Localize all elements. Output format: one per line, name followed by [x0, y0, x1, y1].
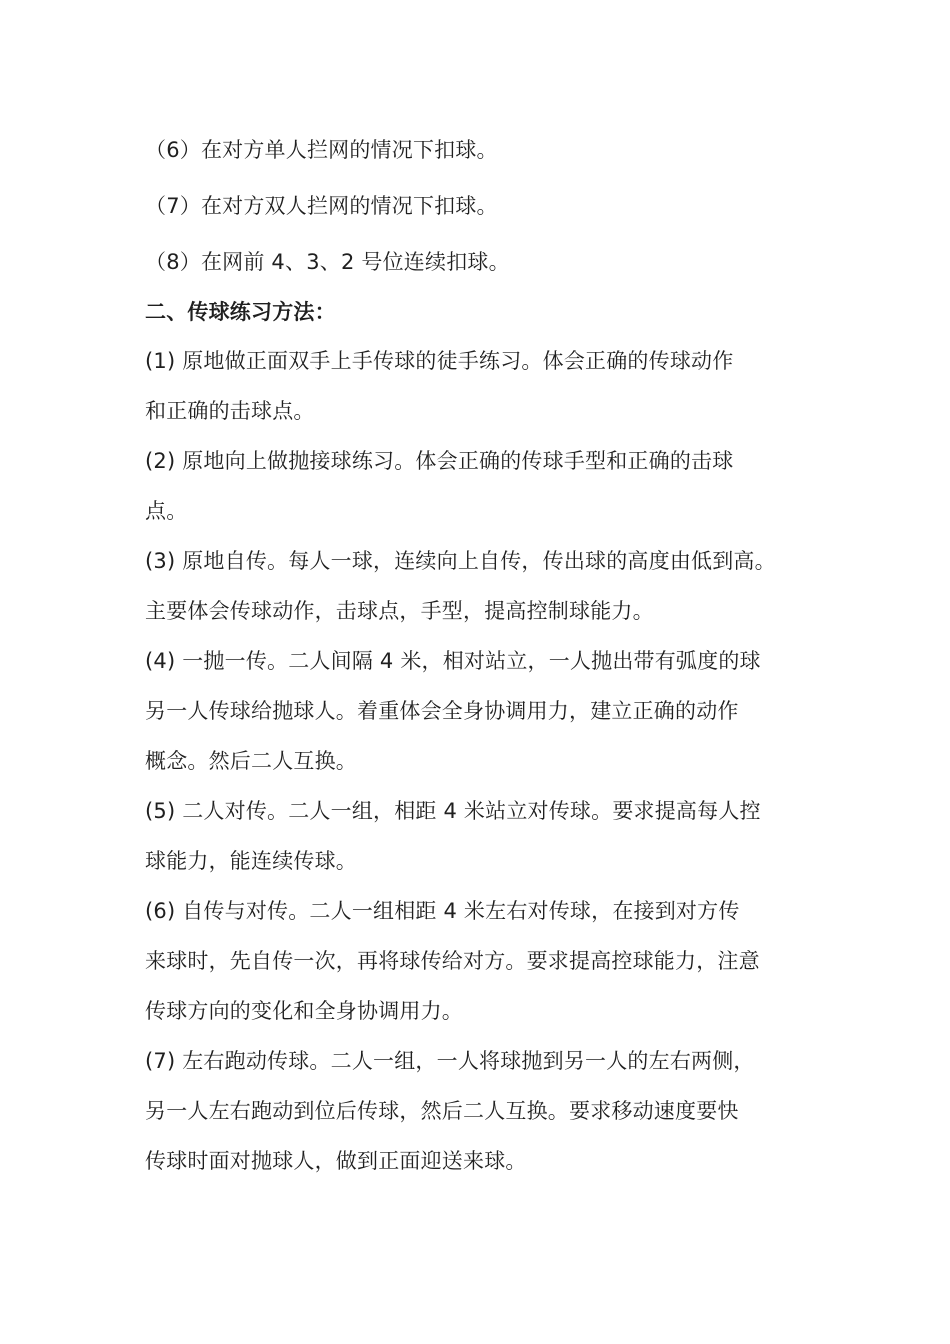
- section-heading: 二、传球练习方法：: [145, 300, 336, 324]
- list-item-7: （7）在对方双人拦网的情况下扣球。: [145, 194, 498, 218]
- list-item-6: （6）在对方单人拦网的情况下扣球。: [145, 138, 498, 162]
- paragraph-line: 来球时，先自传一次，再将球传给对方。要求提高控球能力，注意: [145, 949, 760, 973]
- paragraph-line: (7) 左右跑动传球。二人一组，一人将球抛到另一人的左右两侧，: [145, 1049, 755, 1073]
- list-item-8: （8）在网前 4、3、2 号位连续扣球。: [145, 250, 510, 274]
- paragraph-line: (2) 原地向上做抛接球练习。体会正确的传球手型和正确的击球: [145, 449, 734, 473]
- paragraph-line: (6) 自传与对传。二人一组相距 4 米左右对传球，在接到对方传: [145, 899, 740, 923]
- paragraph-line: 概念。然后二人互换。: [145, 749, 357, 773]
- paragraph-line: (3) 原地自传。每人一球，连续向上自传，传出球的高度由低到高。: [145, 549, 776, 573]
- paragraph-line: (1) 原地做正面双手上手传球的徒手练习。体会正确的传球动作: [145, 349, 734, 373]
- paragraph-line: 另一人左右跑动到位后传球，然后二人互换。要求移动速度要快: [145, 1099, 739, 1123]
- paragraph-line: 传球时面对抛球人，做到正面迎送来球。: [145, 1149, 527, 1173]
- paragraph-line: 主要体会传球动作，击球点，手型，提高控制球能力。: [145, 599, 654, 623]
- paragraph-line: 另一人传球给抛球人。着重体会全身协调用力，建立正确的动作: [145, 699, 739, 723]
- paragraph-line: 传球方向的变化和全身协调用力。: [145, 999, 463, 1023]
- paragraph-line: (4) 一抛一传。二人间隔 4 米，相对站立，一人抛出带有弧度的球: [145, 649, 761, 673]
- paragraph-line: 和正确的击球点。: [145, 399, 315, 423]
- paragraph-line: 点。: [145, 499, 188, 523]
- paragraph-line: (5) 二人对传。二人一组，相距 4 米站立对传球。要求提高每人控: [145, 799, 761, 823]
- paragraph-line: 球能力，能连续传球。: [145, 849, 357, 873]
